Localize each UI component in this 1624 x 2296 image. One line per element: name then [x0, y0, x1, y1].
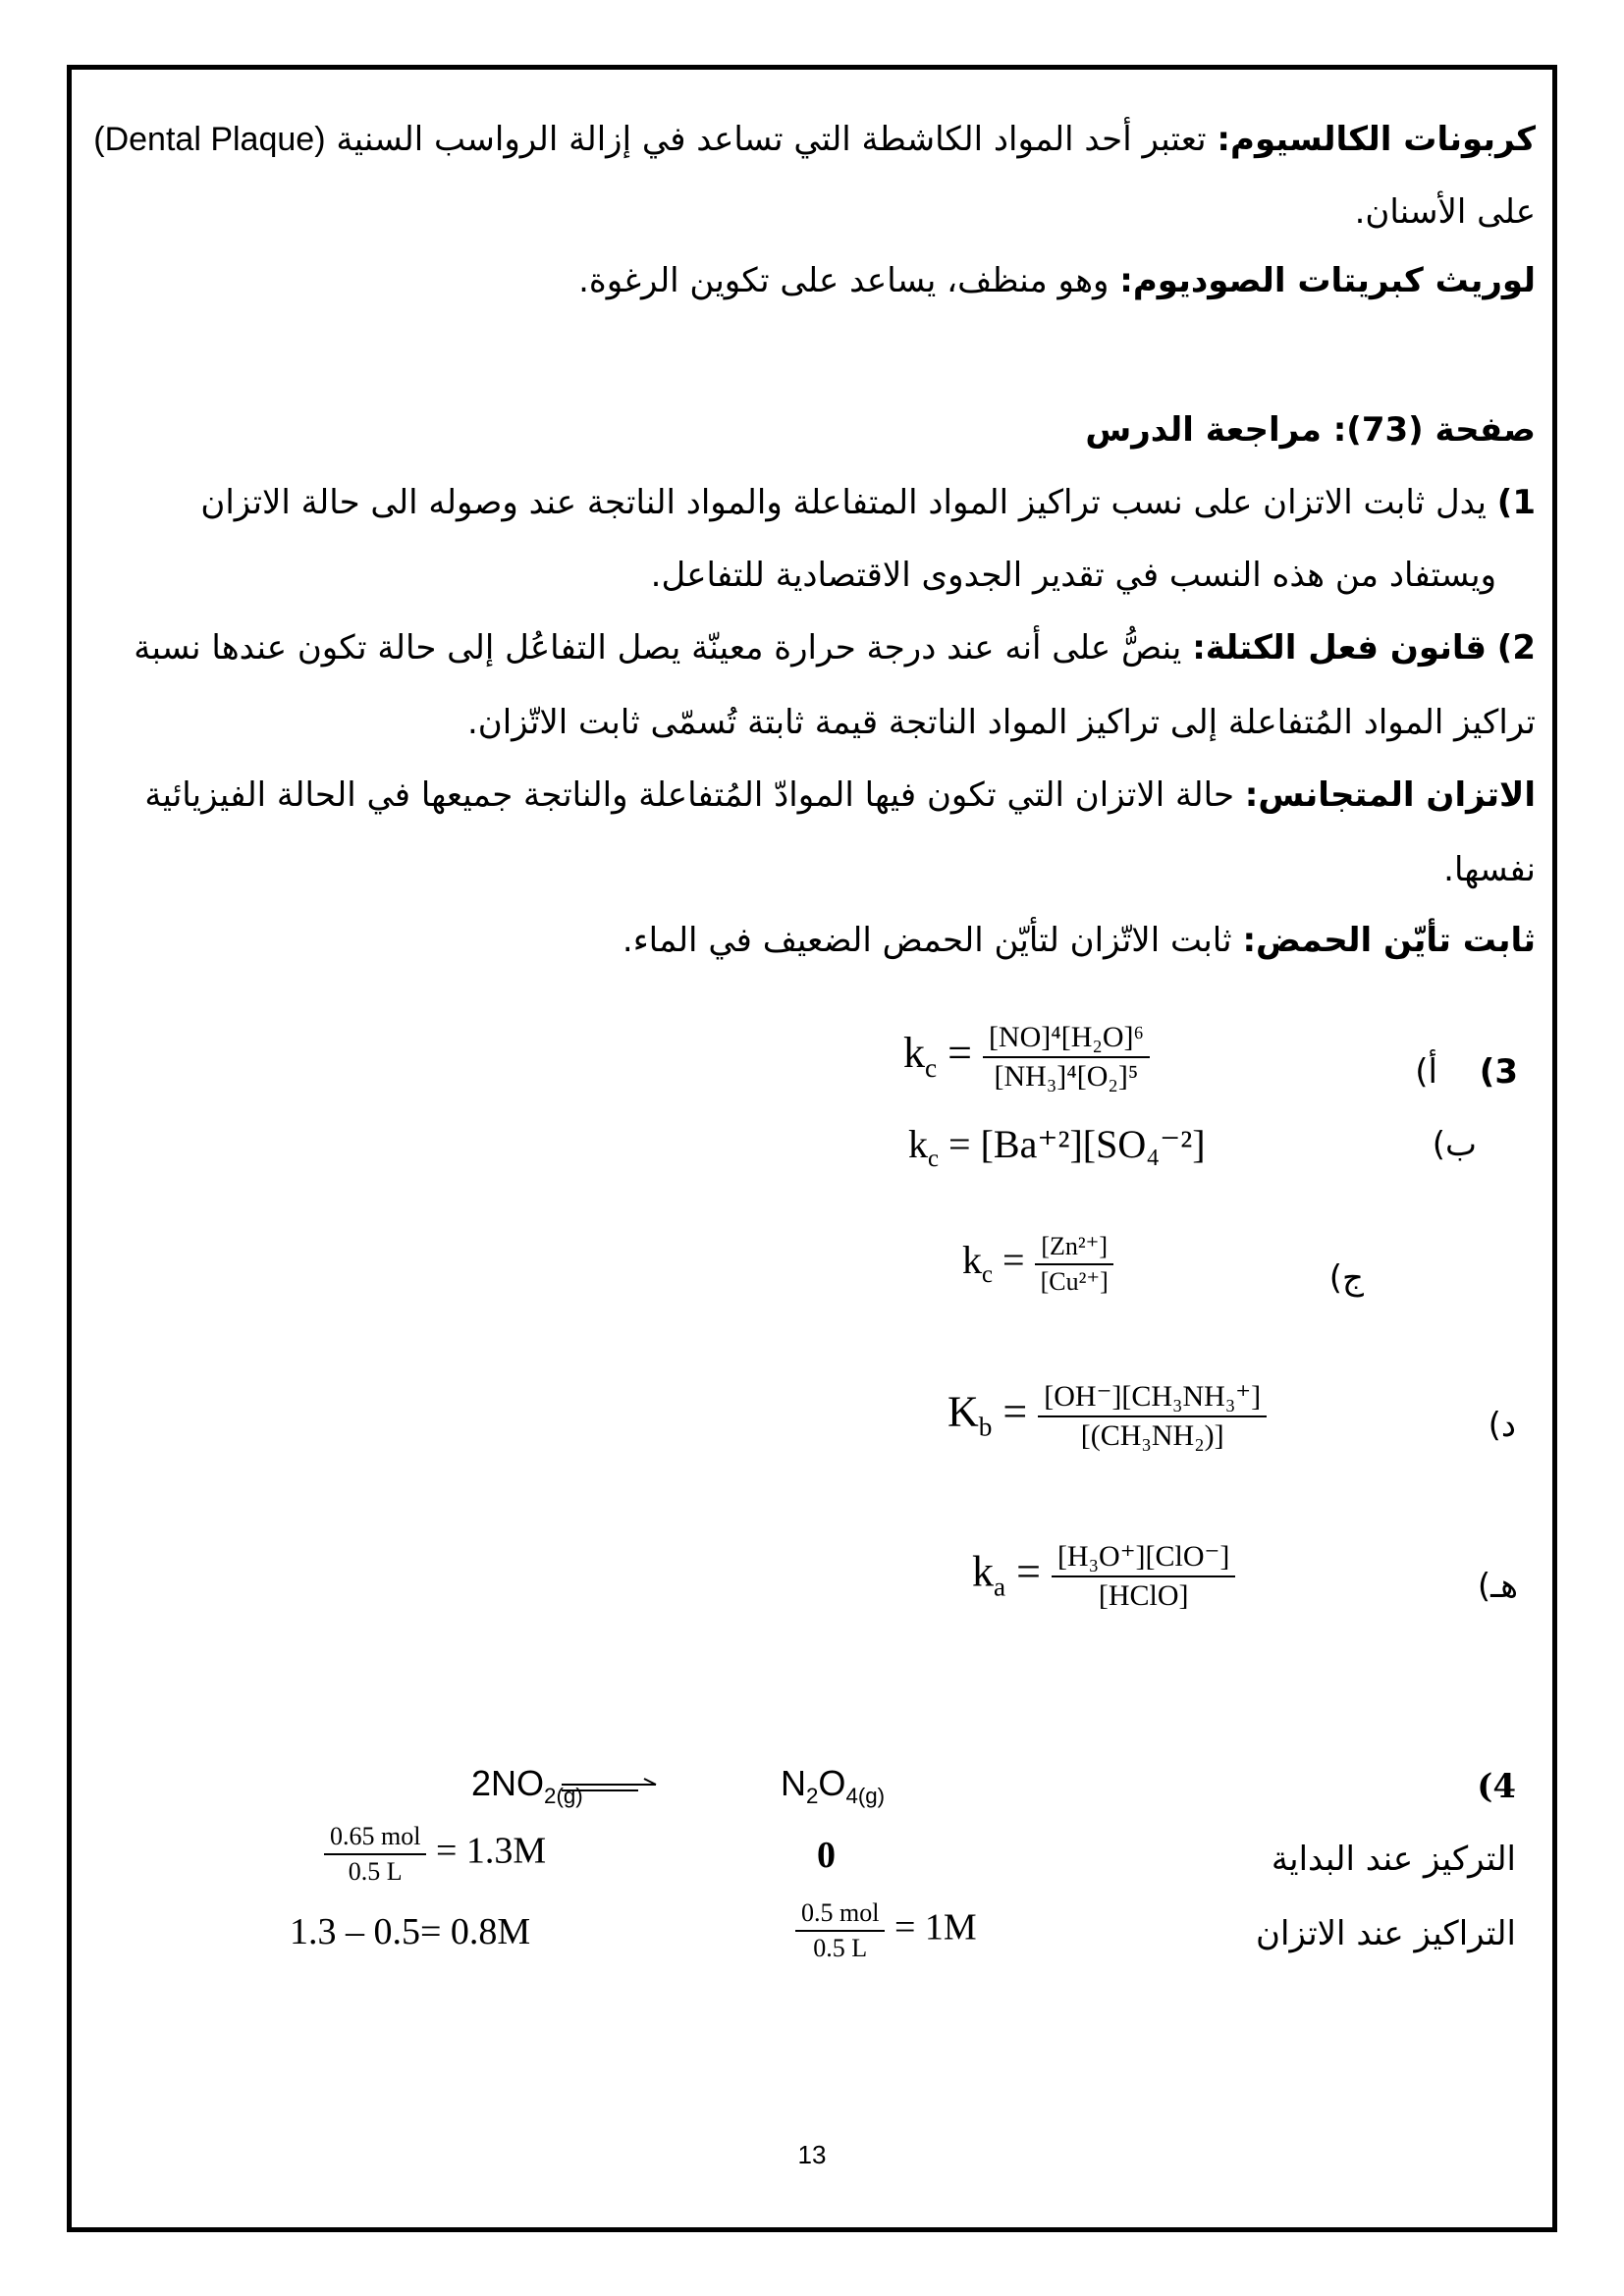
- q2-line2: تراكيز المواد المُتفاعلة إلى تراكيز المواد الناتجة قيمة ثابتة تُسمّى ثابت الاتّزان.: [466, 703, 1536, 742]
- acid-ionization-line: [623, 917, 1536, 964]
- reactant-sub: 2(g): [544, 1784, 583, 1809]
- dental-plaque-term: (Dental Plaque): [93, 121, 326, 158]
- equation-d-lhs: K: [947, 1387, 979, 1436]
- q2-line1: [134, 624, 1536, 671]
- review-heading: صفحة (73): مراجعة الدرس: [1085, 410, 1536, 450]
- acid-ionization-text: ثابت الاتّزان لتأيّن الحمض الضعيف في الماء.: [622, 921, 1243, 960]
- equation-d-denominator: [(CH₃NH₂)]: [1080, 1419, 1224, 1452]
- equation-d-numerator: [OH⁻][CH₃NH₃⁺]: [1038, 1379, 1267, 1417]
- calcium-carbonate-text: تعتبر أحد المواد الكاشطة التي تساعد في إزالة الرواسب السنية: [336, 120, 1218, 159]
- calcium-carbonate-cont: على الأسنان.: [1354, 192, 1536, 232]
- calcium-carbonate-term: كربونات الكالسيوم:: [1217, 120, 1536, 159]
- equilibrium-concentration-label: التراكيز عند الاتزان: [1256, 1914, 1516, 1953]
- equation-b-lhs-sub: c: [928, 1146, 940, 1172]
- q1-line2: ويستفاد من هذه النسب في تقدير الجدوى الاقتصادية للتفاعل.: [650, 556, 1496, 595]
- equation-b: $k_c = [Ba^{+2}][SO_4^{-2}]$: [908, 1122, 1206, 1172]
- equation-a-lhs-sub: c: [925, 1052, 938, 1083]
- homogeneous-line2: نفسها.: [1443, 850, 1536, 889]
- product-sub1: 2: [806, 1784, 819, 1809]
- equilibrium-product-calc: [795, 1898, 977, 1963]
- initial-frac-num: 0.65 mol: [324, 1822, 426, 1855]
- q2-number: 2): [1496, 628, 1536, 667]
- q1-line1: [200, 479, 1536, 526]
- equation-e-numerator: [H₃O⁺][ClO⁻]: [1052, 1539, 1235, 1577]
- homogeneous-text1: حالة الاتزان التي تكون فيها الموادّ المُتفاعلة والناتجة جميعها في الحالة الفيزيائية: [144, 775, 1245, 815]
- product-formula: [781, 1763, 885, 1809]
- q1-text1: يدل ثابت الاتزان على نسب تراكيز المواد المتفاعلة والمواد الناتجة عند وصوله الى حالة الاتزان: [200, 483, 1487, 522]
- equation-b-lhs: k: [908, 1122, 928, 1166]
- initial-frac-den: 0.5 L: [348, 1857, 403, 1886]
- equation-c-lhs-sub: c: [982, 1261, 994, 1289]
- reactant-no2: 2NO: [471, 1763, 545, 1803]
- initial-reactant-calc: [324, 1822, 546, 1887]
- equation-c-numerator: [Zn²⁺]: [1035, 1232, 1113, 1265]
- initial-result: = 1.3M: [435, 1830, 547, 1872]
- q3-label-b: ب): [1432, 1125, 1477, 1164]
- equation-d: $K_b$ = $\frac{\text{[OH⁻][CH₃NH₃⁺]}}{\text{[(CH₃NH₂)]}}$: [947, 1379, 1267, 1453]
- q3-label-c: ج): [1328, 1258, 1364, 1298]
- homogeneous-term: الاتزان المتجانس:: [1244, 775, 1536, 815]
- q3-label-e: هـ): [1477, 1567, 1518, 1606]
- equation-a-numerator: [NO]⁴[H₂O]⁶: [983, 1021, 1150, 1058]
- acid-ionization-term: ثابت تأيّن الحمض:: [1242, 921, 1536, 960]
- q3-label-d: د): [1488, 1406, 1516, 1445]
- equation-b-rhs: [Ba⁺²][SO₄⁻²]: [980, 1122, 1206, 1166]
- reaction-arrow-icon: [560, 1775, 660, 1794]
- equilibrium-frac-num: 0.5 mol: [795, 1898, 885, 1932]
- q3-label-a: أ): [1415, 1052, 1437, 1092]
- equation-a: $k_c$ = $\frac{\text{[NO]⁴[H₂O]⁶}}{\text{[NH₃]⁴[O₂]⁵}}$: [903, 1021, 1150, 1094]
- product-n: N: [781, 1763, 806, 1803]
- product-o: O: [818, 1763, 846, 1803]
- equation-d-lhs-sub: b: [978, 1412, 993, 1442]
- initial-concentration-label: التركيز عند البداية: [1271, 1840, 1516, 1879]
- calcium-carbonate-line: [93, 116, 1536, 163]
- q3-number: 3): [1479, 1052, 1518, 1092]
- equation-e-lhs-sub: a: [994, 1572, 1006, 1602]
- equilibrium-reactant-value: 1.3 – 0.5= 0.8M: [290, 1911, 531, 1952]
- equation-c: $k_c$ = $\frac{\text{[Zn²⁺]}}{\text{[Cu²⁺]}}$: [962, 1232, 1114, 1297]
- equation-a-lhs: k: [903, 1029, 925, 1078]
- equation-e-denominator: [HClO]: [1098, 1579, 1189, 1612]
- initial-product-value: 0: [817, 1835, 836, 1876]
- q2-term: قانون فعل الكتلة:: [1192, 628, 1487, 667]
- equation-a-denominator: [NH₃]⁴[O₂]⁵: [994, 1060, 1139, 1093]
- sodium-lauryl-text: وهو منظف، يساعد على تكوين الرغوة.: [578, 261, 1120, 300]
- equilibrium-result: = 1M: [893, 1906, 977, 1949]
- q4-number: 4): [1477, 1767, 1516, 1806]
- equilibrium-frac-den: 0.5 L: [813, 1934, 868, 1962]
- product-sub2: 4(g): [845, 1784, 886, 1809]
- equation-e-lhs: k: [972, 1547, 994, 1596]
- equation-e: $k_a$ = $\frac{\text{[H₃O⁺][ClO⁻]}}{\text{[HClO]}}$: [972, 1539, 1235, 1613]
- sodium-lauryl-line: [578, 257, 1536, 304]
- sodium-lauryl-term: لوريث كبريتات الصوديوم:: [1119, 261, 1536, 300]
- page-number: 13: [797, 2140, 827, 2169]
- q2-text1: ينصُّ على أنه عند درجة حرارة معينّة يصل التفاعُل إلى حالة تكون عندها نسبة: [134, 628, 1193, 667]
- q1-number: 1): [1496, 483, 1536, 522]
- equation-c-lhs: k: [962, 1238, 982, 1283]
- equation-c-denominator: [Cu²⁺]: [1040, 1267, 1109, 1296]
- homogeneous-line1: [144, 772, 1536, 819]
